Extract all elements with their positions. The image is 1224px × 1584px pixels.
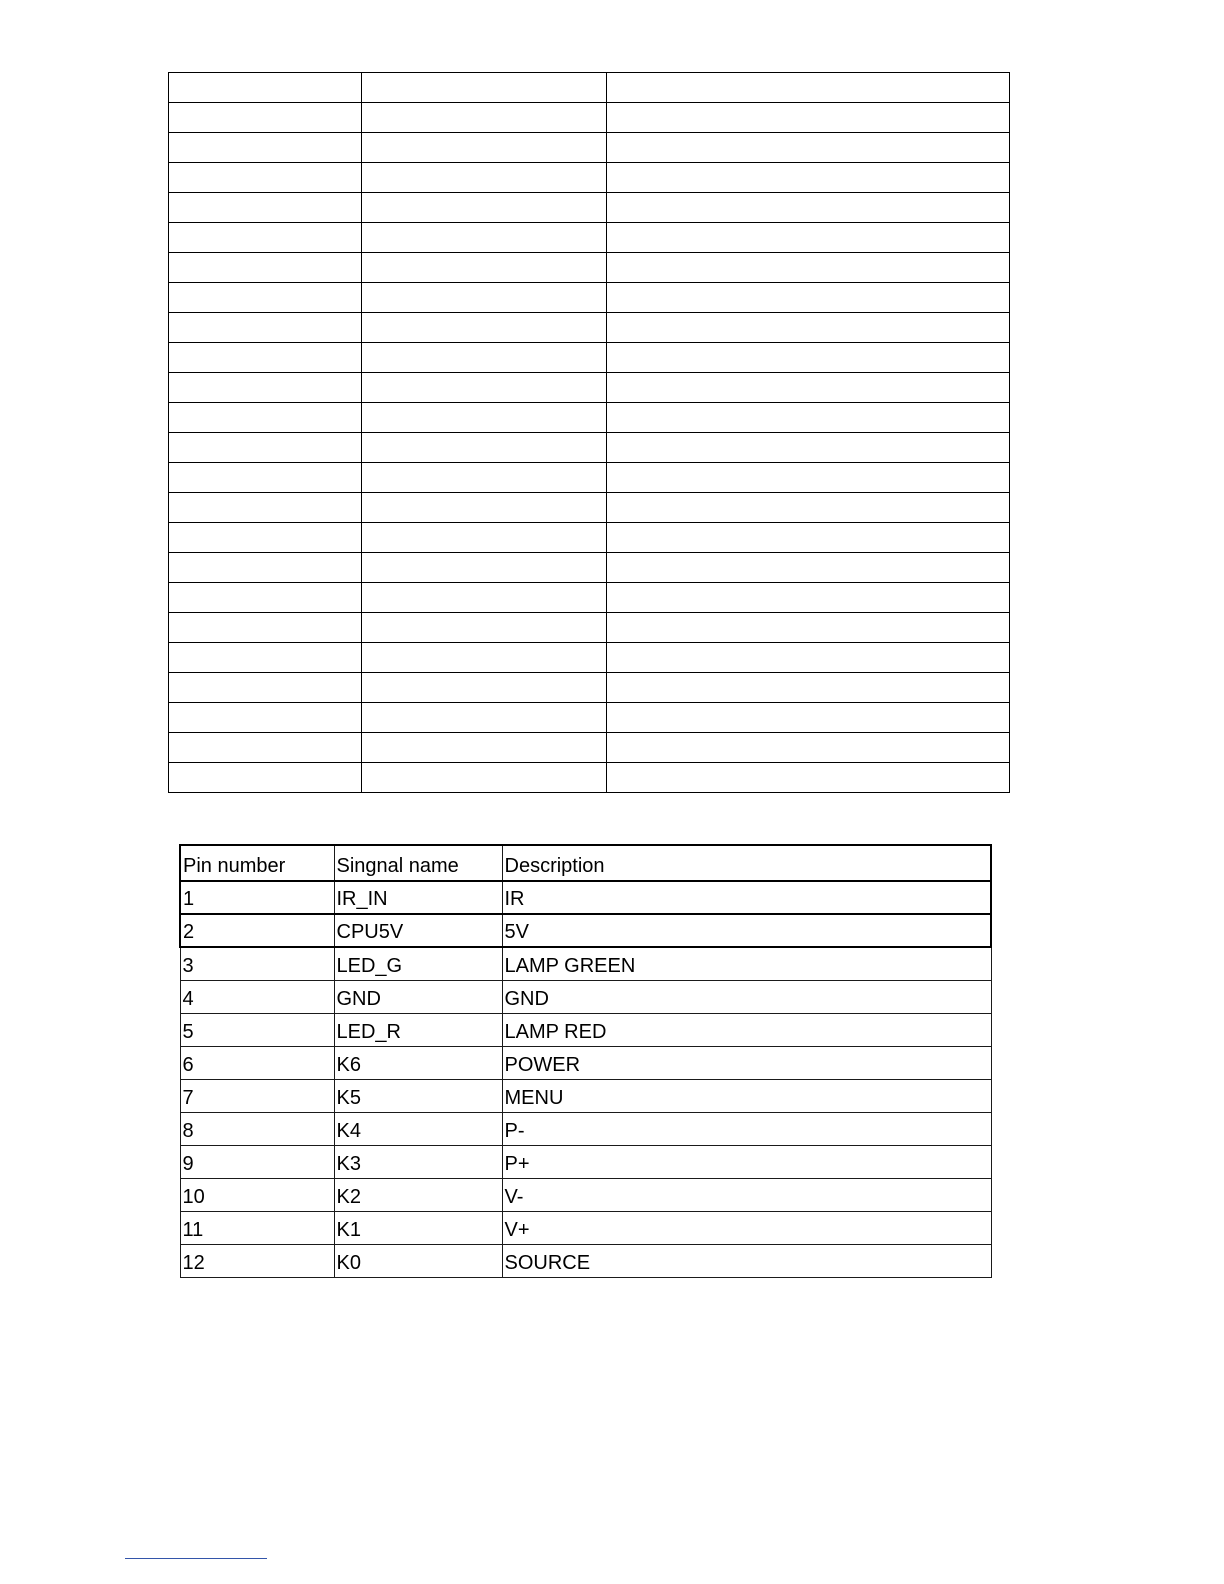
- description: P+: [502, 1145, 991, 1178]
- empty-grid-cell: [169, 733, 362, 763]
- empty-grid-cell: [169, 313, 362, 343]
- empty-grid-cell: [362, 733, 607, 763]
- empty-grid-row: [169, 463, 1010, 493]
- empty-grid-cell: [362, 253, 607, 283]
- empty-grid-cell: [362, 583, 607, 613]
- empty-grid-cell: [169, 223, 362, 253]
- empty-grid-row: [169, 523, 1010, 553]
- empty-grid-row: [169, 343, 1010, 373]
- empty-grid-cell: [169, 253, 362, 283]
- empty-grid-cell: [169, 133, 362, 163]
- empty-grid-cell: [607, 193, 1010, 223]
- empty-grid-cell: [607, 733, 1010, 763]
- header-signal-name: Singnal name: [334, 845, 502, 881]
- table-row: [180, 914, 991, 947]
- empty-grid-cell: [607, 253, 1010, 283]
- signal-name: GND: [334, 980, 502, 1013]
- empty-grid-cell: [607, 163, 1010, 193]
- pin-number: 10: [180, 1178, 334, 1211]
- description: P-: [502, 1112, 991, 1145]
- empty-grid-cell: [607, 763, 1010, 793]
- empty-grid-cell: [362, 283, 607, 313]
- empty-grid-row: [169, 163, 1010, 193]
- empty-grid-cell: [362, 103, 607, 133]
- empty-grid-row: [169, 223, 1010, 253]
- empty-grid-cell: [607, 613, 1010, 643]
- empty-grid-cell: [607, 223, 1010, 253]
- empty-grid-cell: [362, 763, 607, 793]
- empty-grid-cell: [362, 433, 607, 463]
- empty-grid-row: [169, 703, 1010, 733]
- pin-number: 12: [180, 1244, 334, 1277]
- empty-grid-cell: [169, 343, 362, 373]
- signal-name: K1: [334, 1211, 502, 1244]
- empty-grid-cell: [169, 613, 362, 643]
- empty-grid-cell: [362, 523, 607, 553]
- empty-grid-cell: [169, 103, 362, 133]
- pin-number: 7: [180, 1079, 334, 1112]
- signal-name: K6: [334, 1046, 502, 1079]
- empty-grid-cell: [607, 343, 1010, 373]
- empty-grid-cell: [607, 673, 1010, 703]
- empty-grid-cell: [607, 523, 1010, 553]
- empty-grid-cell: [607, 643, 1010, 673]
- footer-link-underline: [125, 1558, 267, 1559]
- signal-name: LED_G: [334, 947, 502, 980]
- empty-grid-row: [169, 103, 1010, 133]
- table-row: [180, 1112, 991, 1145]
- empty-grid-cell: [169, 583, 362, 613]
- description: GND: [502, 980, 991, 1013]
- signal-name: K5: [334, 1079, 502, 1112]
- empty-grid-cell: [607, 283, 1010, 313]
- empty-grid-row: [169, 313, 1010, 343]
- empty-grid-row: [169, 553, 1010, 583]
- empty-grid-table: [168, 72, 1010, 793]
- empty-grid-cell: [169, 553, 362, 583]
- empty-grid-cell: [607, 463, 1010, 493]
- empty-grid-cell: [607, 553, 1010, 583]
- empty-grid-row: [169, 763, 1010, 793]
- empty-grid-cell: [362, 343, 607, 373]
- empty-grid-cell: [169, 403, 362, 433]
- empty-grid-cell: [362, 223, 607, 253]
- empty-grid-cell: [169, 433, 362, 463]
- pin-number: 3: [180, 947, 334, 980]
- description: SOURCE: [502, 1244, 991, 1277]
- empty-grid-cell: [362, 553, 607, 583]
- table-row: [180, 1244, 991, 1277]
- description: LAMP GREEN: [502, 947, 991, 980]
- table-row: [180, 1145, 991, 1178]
- empty-grid-cell: [362, 163, 607, 193]
- empty-grid-cell: [362, 493, 607, 523]
- pin-number: 5: [180, 1013, 334, 1046]
- signal-name: IR_IN: [334, 881, 502, 914]
- empty-grid-cell: [607, 73, 1010, 103]
- empty-grid-cell: [169, 703, 362, 733]
- description: 5V: [502, 914, 991, 947]
- header-description: Description: [502, 845, 991, 881]
- table-row: [180, 1178, 991, 1211]
- empty-grid-cell: [169, 193, 362, 223]
- pin-number: 4: [180, 980, 334, 1013]
- empty-grid-row: [169, 733, 1010, 763]
- empty-grid-cell: [362, 193, 607, 223]
- empty-grid-row: [169, 253, 1010, 283]
- table-row: [180, 881, 991, 914]
- pin-table: [179, 844, 992, 1278]
- pin-number: 9: [180, 1145, 334, 1178]
- empty-grid-row: [169, 73, 1010, 103]
- pin-number: 1: [180, 881, 334, 914]
- empty-grid-row: [169, 403, 1010, 433]
- empty-grid-cell: [169, 163, 362, 193]
- description: POWER: [502, 1046, 991, 1079]
- empty-grid-cell: [362, 463, 607, 493]
- empty-grid-row: [169, 613, 1010, 643]
- empty-grid-cell: [362, 613, 607, 643]
- empty-grid-cell: [362, 313, 607, 343]
- empty-grid-cell: [169, 643, 362, 673]
- pin-number: 11: [180, 1211, 334, 1244]
- empty-grid-cell: [607, 133, 1010, 163]
- empty-grid-cell: [169, 523, 362, 553]
- empty-grid-cell: [607, 703, 1010, 733]
- header-pin-number: Pin number: [180, 845, 334, 881]
- table-row: [180, 1079, 991, 1112]
- table-row: [180, 1046, 991, 1079]
- empty-grid-body: [169, 73, 1010, 793]
- empty-grid-cell: [169, 283, 362, 313]
- signal-name: K2: [334, 1178, 502, 1211]
- empty-grid-row: [169, 433, 1010, 463]
- pin-number: 6: [180, 1046, 334, 1079]
- empty-grid-row: [169, 643, 1010, 673]
- empty-grid-cell: [169, 463, 362, 493]
- empty-grid-cell: [607, 583, 1010, 613]
- table-row: [180, 980, 991, 1013]
- empty-grid-row: [169, 583, 1010, 613]
- empty-grid-row: [169, 493, 1010, 523]
- description: MENU: [502, 1079, 991, 1112]
- empty-grid-row: [169, 193, 1010, 223]
- signal-name: K4: [334, 1112, 502, 1145]
- empty-grid-cell: [607, 493, 1010, 523]
- empty-grid-cell: [362, 673, 607, 703]
- empty-grid-cell: [607, 373, 1010, 403]
- empty-grid-cell: [169, 673, 362, 703]
- table-row: [180, 1211, 991, 1244]
- empty-grid-cell: [169, 493, 362, 523]
- empty-grid-cell: [362, 703, 607, 733]
- empty-grid-cell: [362, 403, 607, 433]
- signal-name: K0: [334, 1244, 502, 1277]
- empty-grid-cell: [362, 133, 607, 163]
- empty-grid-row: [169, 283, 1010, 313]
- pin-table-header-row: [180, 845, 991, 881]
- empty-grid-cell: [607, 403, 1010, 433]
- empty-grid-cell: [169, 73, 362, 103]
- signal-name: K3: [334, 1145, 502, 1178]
- signal-name: CPU5V: [334, 914, 502, 947]
- empty-grid-cell: [169, 763, 362, 793]
- pin-number: 8: [180, 1112, 334, 1145]
- empty-grid-cell: [169, 373, 362, 403]
- description: IR: [502, 881, 991, 914]
- empty-grid-cell: [362, 373, 607, 403]
- description: V-: [502, 1178, 991, 1211]
- empty-grid-row: [169, 373, 1010, 403]
- table-row: [180, 1013, 991, 1046]
- empty-grid-cell: [607, 433, 1010, 463]
- empty-grid-cell: [607, 103, 1010, 133]
- empty-grid-row: [169, 673, 1010, 703]
- empty-grid-cell: [607, 313, 1010, 343]
- description: V+: [502, 1211, 991, 1244]
- table-row: [180, 947, 991, 980]
- description: LAMP RED: [502, 1013, 991, 1046]
- empty-grid-row: [169, 133, 1010, 163]
- empty-grid-cell: [362, 73, 607, 103]
- signal-name: LED_R: [334, 1013, 502, 1046]
- pin-number: 2: [180, 914, 334, 947]
- empty-grid-cell: [362, 643, 607, 673]
